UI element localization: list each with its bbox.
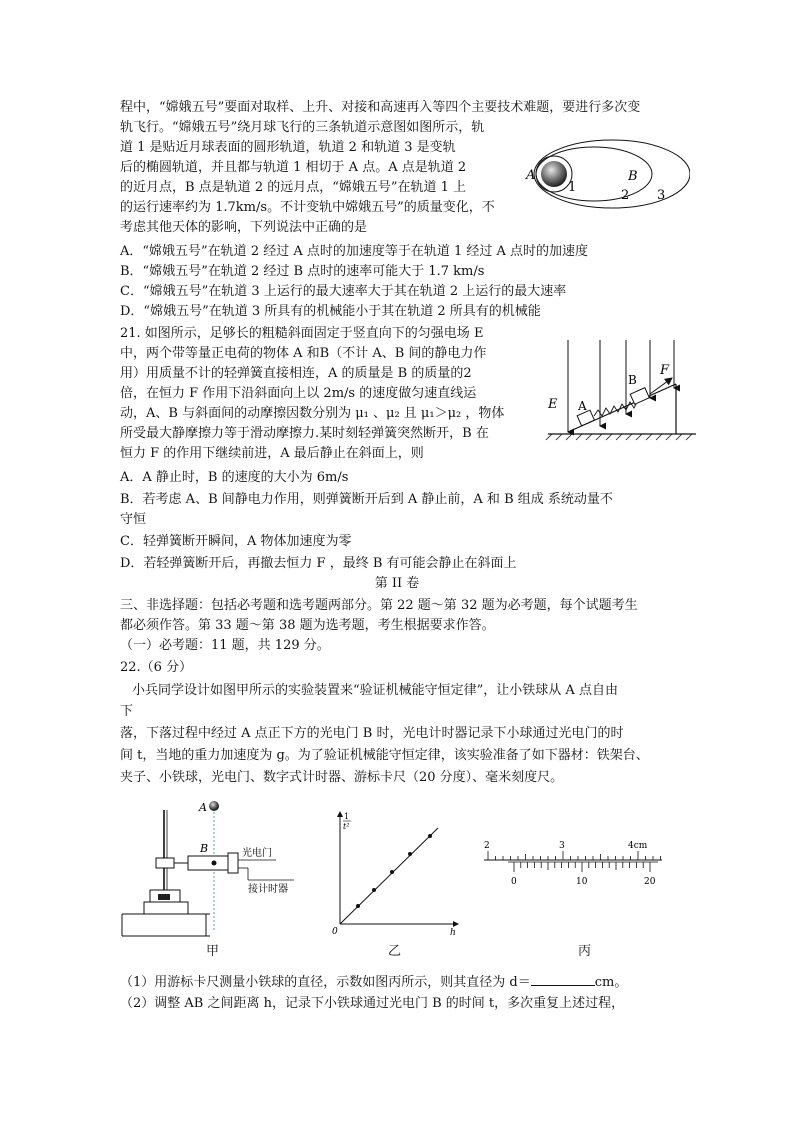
data-point bbox=[390, 870, 394, 874]
jia-label-gate: 光电门 bbox=[242, 848, 272, 859]
q20-option-c: C．“嫦娥五号”在轨道 3 上运行的最大速率大于其在轨道 2 上运行的最大速率 bbox=[120, 284, 567, 299]
section-title: 第 II 卷 bbox=[374, 576, 420, 591]
q20-line-4: 后的椭圆轨道，并且都与轨道 1 相切于 A 点。A 点是轨道 2 bbox=[120, 160, 467, 175]
q22-line-2: 下 bbox=[120, 704, 134, 719]
q21-line-1: 21. 如图所示，足够长的粗糙斜面固定于竖直向下的匀强电场 E bbox=[120, 326, 484, 341]
data-point bbox=[372, 888, 376, 892]
fit-line bbox=[340, 828, 438, 924]
q22-heading: 22.（6 分） bbox=[120, 660, 193, 675]
data-point bbox=[408, 852, 412, 856]
y-axis-label-num: 1 bbox=[344, 812, 350, 821]
q21-line-2: 中，两个带等量正电荷的物体 A 和B（不计 A、B 间的静电力作 bbox=[120, 346, 487, 361]
ball-icon bbox=[209, 801, 219, 811]
caption-yi: 乙 bbox=[388, 944, 402, 959]
x-axis-label: h bbox=[450, 928, 456, 936]
q20-line-3: 道 1 是贴近月球表面的圆形轨道，轨道 2 和轨道 3 是变轨 bbox=[120, 140, 456, 155]
main-tick-label-4cm: 4cm bbox=[628, 841, 648, 851]
force-arrow bbox=[650, 378, 672, 394]
q20-line-5: 的近月点，B 点是轨道 2 的远月点，“嫦娥五号”在轨道 1 上 bbox=[120, 180, 467, 195]
incline-diagram bbox=[540, 336, 700, 454]
q21-option-a: A．A 静止时，B 的速度的大小为 6m/s bbox=[120, 470, 349, 485]
q22-sub1-text: （1）用游标卡尺测量小铁球的直径，示数如图丙所示，则其直径为 d＝ bbox=[120, 975, 531, 990]
block-b bbox=[630, 388, 649, 405]
origin-label: 0 bbox=[332, 927, 338, 936]
label-orbit-1: 1 bbox=[568, 180, 577, 195]
q21-option-c: C．轻弹簧断开瞬间，A 物体加速度为零 bbox=[120, 534, 352, 549]
q20-line-2: 轨飞行。“嫦娥五号”绕月球飞行的三条轨道示意图如图所示，轨 bbox=[120, 120, 485, 135]
q20-line-1: 程中，“嫦娥五号”要面对取样、上升、对接和高速再入等四个主要技术难题，要进行多次变 bbox=[120, 100, 641, 115]
vernier-tick-label-10: 10 bbox=[576, 877, 588, 887]
caption-bing: 丙 bbox=[578, 944, 592, 959]
main-scale-ticks bbox=[488, 851, 661, 860]
q21-line-4: 倍，在恒力 F 作用下沿斜面向上以 2m/s 的速度做匀速直线运 bbox=[120, 386, 477, 401]
vernier-tick-label-20: 20 bbox=[644, 877, 656, 887]
apparatus-diagram bbox=[118, 790, 318, 940]
vernier-tick-label-0: 0 bbox=[511, 877, 517, 887]
label-block-A: A bbox=[578, 399, 587, 413]
moon-icon bbox=[541, 161, 567, 187]
main-tick-label-3: 3 bbox=[559, 841, 565, 851]
q21-line-3: 用）用质量不计的轻弹簧直接相连，A 的质量是 B 的质量的2 bbox=[120, 366, 472, 381]
label-B: B bbox=[628, 169, 638, 184]
label-orbit-3: 3 bbox=[657, 188, 666, 203]
q22-sub2: （2）调整 AB 之间距离 h，记录下小铁球通过光电门 B 的时间 t，多次重复上述过程， bbox=[120, 996, 625, 1011]
vernier-caliper bbox=[478, 838, 668, 896]
data-point bbox=[428, 834, 432, 838]
q21-line-7: 恒力 F 的作用下继续前进，A 最后静止在斜面上，则 bbox=[120, 446, 424, 461]
y-axis-label-den: t² bbox=[343, 822, 350, 831]
jia-label-A: A bbox=[199, 801, 207, 814]
answer-blank-d[interactable] bbox=[531, 972, 595, 986]
q21-option-d: D．若轻弹簧断开后，再撤去恒力 F ，最终 B 有可能会静止在斜面上 bbox=[120, 556, 517, 571]
jia-label-timer: 接计时器 bbox=[248, 884, 288, 895]
graph-1-over-t2-vs-h bbox=[328, 808, 464, 936]
main-tick-label-2: 2 bbox=[484, 841, 490, 851]
q22-line-5: 夹子、小铁球，光电门、数字式计时器、游标卡尺（20 分度）、毫米刻度尺。 bbox=[120, 770, 564, 785]
label-orbit-2: 2 bbox=[621, 188, 630, 203]
spring bbox=[594, 400, 638, 416]
orbit-diagram bbox=[520, 128, 690, 210]
q22-line-1: 小兵同学设计如图甲所示的实验装置来“验证机械能守恒定律”，让小铁球从 A 点自由 bbox=[132, 683, 618, 698]
q21-option-b-cont: 守恒 bbox=[120, 512, 147, 527]
jia-label-B: B bbox=[200, 842, 209, 855]
q22-sub1 bbox=[120, 972, 627, 993]
data-point bbox=[356, 904, 360, 908]
q21-line-6: 所受最大静摩擦力等于滑动摩擦力.某时刻轻弹簧突然断开，B 在 bbox=[120, 426, 489, 441]
q22-line-4: 间 t，当地的重力加速度为 g。为了验证机械能守恒定律，该实验准备了如下器材：铁架台、 bbox=[120, 748, 649, 763]
q22-sub1-unit: cm。 bbox=[594, 975, 628, 990]
label-A: A bbox=[526, 168, 536, 183]
part3-line-2: 都必须作答。第 33 题～第 38 题为选考题，考生根据要求作答。 bbox=[120, 618, 495, 633]
q21-option-b: B．若考虑 A、B 间静电力作用，则弹簧断开后到 A 静止前，A 和 B 组成 系统动量不 bbox=[120, 492, 613, 507]
label-block-B: B bbox=[628, 373, 637, 387]
part3-line-1: 三、非选择题：包括必考题和选考题两部分。第 22 题～第 32 题为必考题，每个试题考生 bbox=[120, 598, 638, 613]
caption-jia: 甲 bbox=[206, 944, 220, 959]
q20-option-a: A．“嫦娥五号”在轨道 2 经过 A 点时的加速度等于在轨道 1 经过 A 点时的加速度 bbox=[120, 244, 589, 259]
vernier-scale-ticks bbox=[514, 862, 650, 872]
q20-line-6: 的运行速率约为 1.7km/s。不计变轨中嫦娥五号”的质量变化，不 bbox=[120, 200, 495, 215]
label-E: E bbox=[548, 397, 558, 412]
q22-line-3: 落，下落过程中经过 A 点正下方的光电门 B 时，光电计时器记录下小球通过光电门的时 bbox=[120, 726, 624, 741]
q20-line-7: 考虑其他天体的影响，下列说法中正确的是 bbox=[120, 220, 368, 235]
label-F: F bbox=[660, 363, 670, 378]
q20-option-d: D．“嫦娥五号”在轨道 3 所具有的机械能小于其在轨道 2 所具有的机械能 bbox=[120, 304, 541, 319]
q20-option-b: B．“嫦娥五号”在轨道 2 经过 B 点时的速率可能大于 1.7 km/s bbox=[120, 264, 485, 279]
q21-line-5: 动，A、B 与斜面间的动摩擦因数分别为 μ₁ 、μ₂ 且 μ₁＞μ₂ ，物体 bbox=[120, 406, 505, 421]
part3-line-3: （一）必考题：11 题，共 129 分。 bbox=[120, 638, 330, 653]
